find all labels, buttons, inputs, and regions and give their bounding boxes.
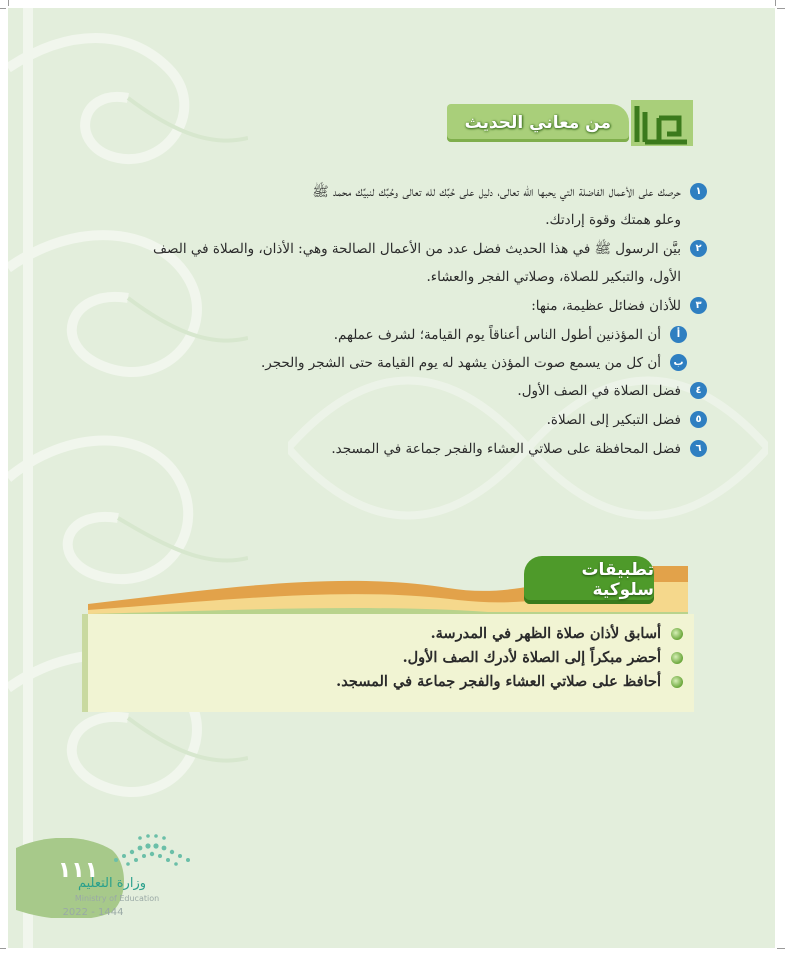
item-text-line: حرصك على الأعمال الفاضلة التي يحبها الله تعالى، دليل على حُبِّك لله تعالى وحُبِّك لنبيِّك محمد ﷺ xyxy=(312,184,681,200)
green-bullet-icon xyxy=(671,676,683,688)
sub-list-item xyxy=(87,321,707,349)
item-number-badge: ١ xyxy=(690,183,707,200)
item-text-line: بيَّن الرسول ﷺ في هذا الحديث فضل عدد من الأعمال الصالحة وهي: الأذان، والصلاة في الصف xyxy=(153,241,681,257)
crop-mark xyxy=(0,948,6,949)
section-title-header xyxy=(447,98,695,148)
crop-mark xyxy=(777,948,785,949)
crop-mark xyxy=(0,8,6,9)
application-text: أسابق لأذان صلاة الظهر في المدرسة. xyxy=(430,625,661,642)
item-text-line: وعلو همتك وقوة إرادتك. xyxy=(545,212,681,228)
list-item xyxy=(87,435,707,463)
item-text-line: الأول، والتبكير للصلاة، وصلاتي الفجر والعشاء. xyxy=(426,269,681,285)
edition-year: 2022 - 1444 xyxy=(62,907,124,918)
application-text: أحافظ على صلاتي العشاء والفجر جماعة في المسجد. xyxy=(336,673,661,690)
item-number-badge: ٤ xyxy=(690,382,707,399)
section-calligraphy-logo-icon xyxy=(629,98,695,148)
item-number-badge: ٣ xyxy=(690,297,707,314)
item-text-line: للأذان فضائل عظيمة، منها: xyxy=(531,298,681,314)
page-number: ١١١ xyxy=(57,858,99,883)
item-number-badge: ٦ xyxy=(690,440,707,457)
hadith-meanings-list xyxy=(87,178,707,464)
section2-title: تطبيقات سلوكية xyxy=(581,560,654,600)
item-text-line: فضل التبكير إلى الصلاة. xyxy=(546,412,681,428)
list-item xyxy=(87,178,707,234)
sub-item-text: أن كل من يسمع صوت المؤذن يشهد له يوم القيامة حتى الشجر والحجر. xyxy=(260,355,661,371)
list-item xyxy=(87,292,707,320)
list-item xyxy=(87,377,707,405)
arabesque-ornament xyxy=(8,8,248,948)
ministry-name-english: Ministry of Education xyxy=(74,894,160,903)
ministry-name: وزارة التعليم xyxy=(77,876,147,891)
applications-list xyxy=(123,622,683,694)
application-item xyxy=(123,646,683,670)
list-item xyxy=(87,406,707,434)
section-title-box xyxy=(447,104,629,142)
application-item xyxy=(123,622,683,646)
item-number-badge: ٢ xyxy=(690,240,707,257)
section-title: من معاني الحديث xyxy=(464,113,611,133)
sub-list-item xyxy=(87,349,707,377)
sub-item-letter-badge: أ xyxy=(670,326,687,343)
crop-mark xyxy=(775,0,776,6)
crop-mark xyxy=(777,8,785,9)
application-text: أحضر مبكراً إلى الصلاة لأدرك الصف الأول. xyxy=(402,649,661,666)
list-item xyxy=(87,235,707,291)
book-page xyxy=(8,8,775,948)
sub-item-text: أن المؤذنين أطول الناس أعناقاً يوم القيامة؛ لشرف عملهم. xyxy=(333,327,661,343)
crop-mark xyxy=(8,0,9,6)
item-text-line: فضل المحافظة على صلاتي العشاء والفجر جماعة في المسجد. xyxy=(331,441,681,457)
item-number-badge: ٥ xyxy=(690,411,707,428)
item-text-line: فضل الصلاة في الصف الأول. xyxy=(517,383,681,399)
green-bullet-icon xyxy=(671,628,683,640)
section2-title-box xyxy=(524,556,654,604)
sub-item-letter-badge: ب xyxy=(670,354,687,371)
ministry-logo-dots-icon xyxy=(106,834,198,870)
green-bullet-icon xyxy=(671,652,683,664)
application-item xyxy=(123,670,683,694)
